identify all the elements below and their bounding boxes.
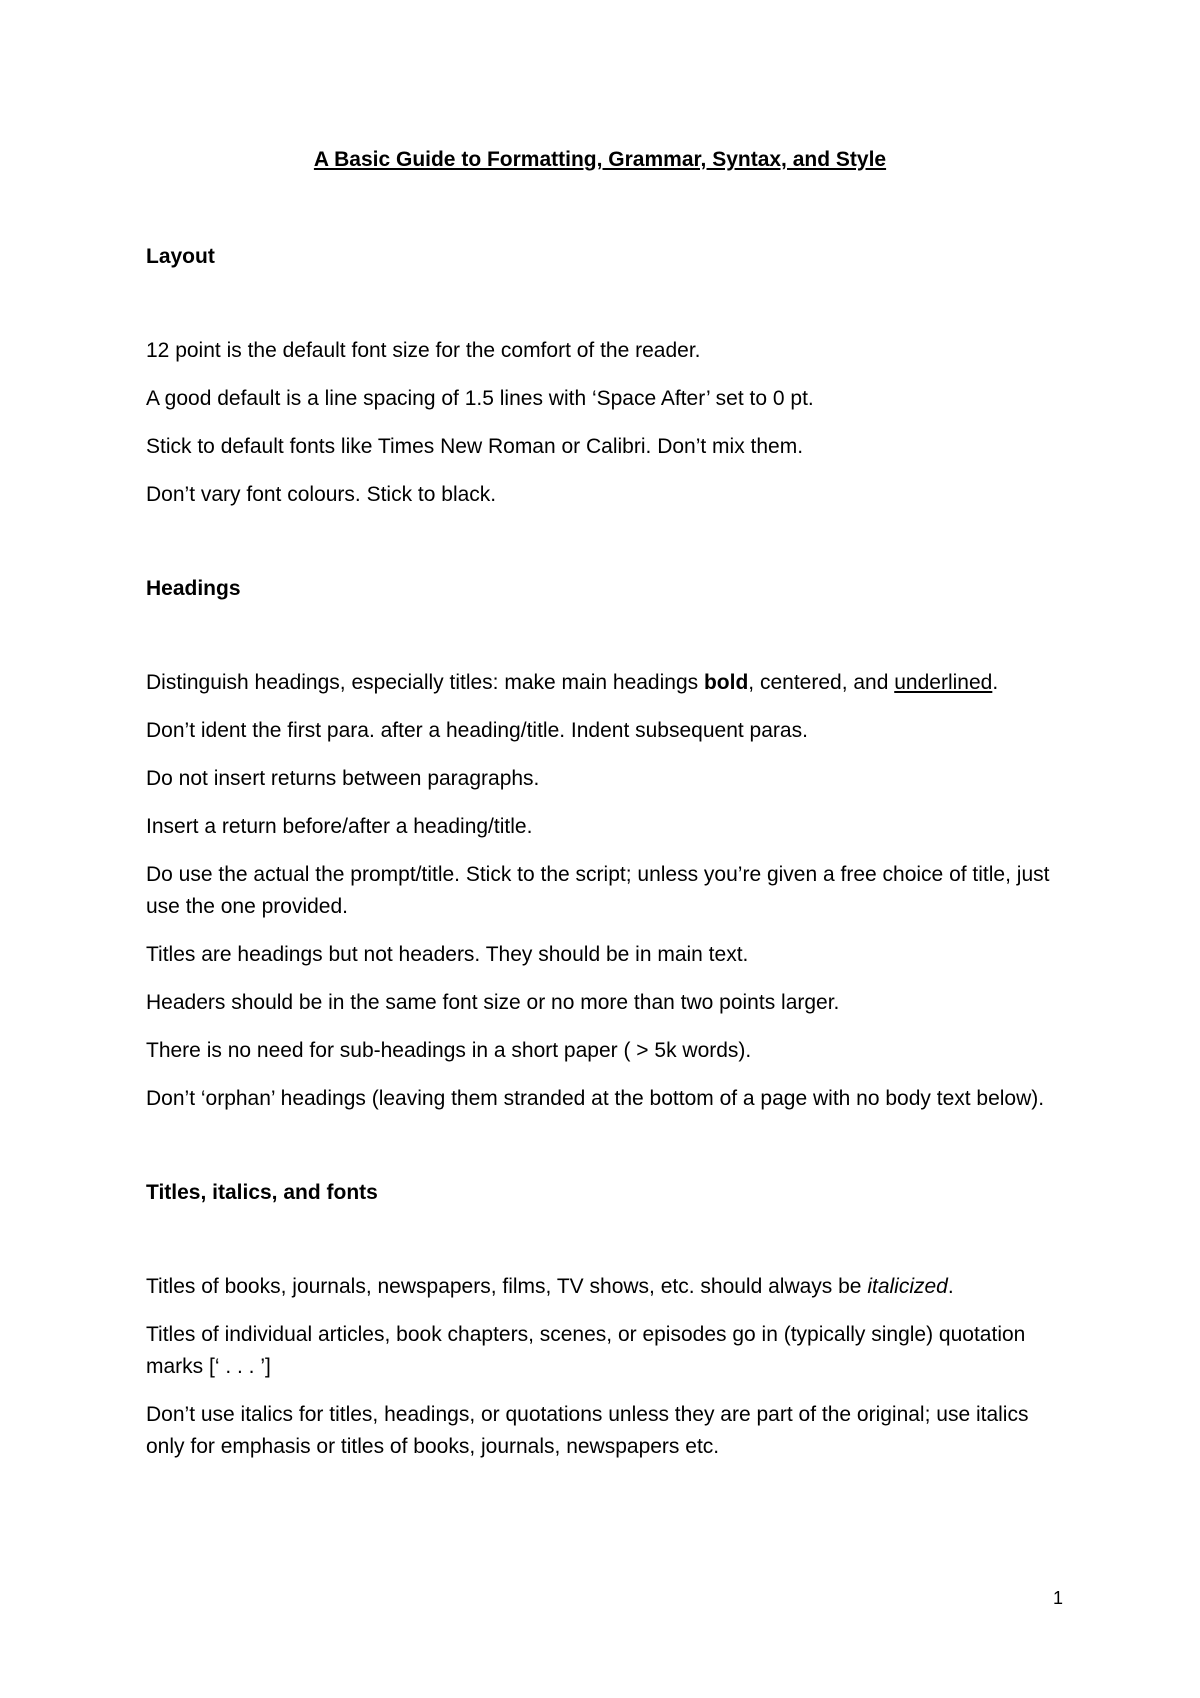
document-title: A Basic Guide to Formatting, Grammar, Syntax, and Style	[313, 148, 887, 171]
paragraph	[146, 1271, 1066, 1303]
paragraph: Don’t ident the first para. after a heading/title. Indent subsequent paras.	[146, 719, 808, 742]
underlined-text: underlined	[894, 671, 993, 694]
paragraph: 12 point is the default font size for the comfort of the reader.	[146, 339, 701, 362]
paragraph: Don’t ‘orphan’ headings (leaving them stranded at the bottom of a page with no body text below).	[146, 1087, 1045, 1110]
paragraph: Do not insert returns between paragraphs.	[146, 767, 540, 790]
paragraph: Do use the actual the prompt/title. Stick to the script; unless you’re given a free choice of title, just use the one provided.	[146, 863, 1050, 918]
paragraph: Stick to default fonts like Times New Roman or Calibri. Don’t mix them.	[146, 435, 804, 458]
section-layout	[146, 241, 1066, 511]
bold-text: bold	[703, 671, 749, 694]
text-run: .	[992, 671, 999, 694]
section-heading-titles: Titles, italics, and fonts	[146, 1181, 378, 1204]
page-number: 1	[1052, 1588, 1063, 1608]
paragraph: Titles are headings but not headers. They should be in main text.	[146, 943, 749, 966]
section-heading-layout: Layout	[146, 245, 215, 268]
paragraph: A good default is a line spacing of 1.5 lines with ‘Space After’ set to 0 pt.	[146, 387, 814, 410]
paragraph: Insert a return before/after a heading/title.	[146, 815, 533, 838]
paragraph: Headers should be in the same font size or no more than two points larger.	[146, 991, 840, 1014]
paragraph: Titles of individual articles, book chapters, scenes, or episodes go in (typically single) quotation marks [‘ . . . ’]	[146, 1323, 1026, 1378]
section-items-headings	[146, 667, 1066, 1115]
text-run: Titles of books, journals, newspapers, films, TV shows, etc. should always be	[146, 1275, 868, 1298]
section-headings	[146, 573, 1066, 1115]
section-heading-headings: Headings	[146, 577, 241, 600]
section-items-titles	[146, 1271, 1066, 1463]
section-titles	[146, 1177, 1066, 1463]
text-run: Distinguish headings, especially titles: make main headings	[146, 671, 704, 694]
paragraph	[146, 667, 1066, 699]
document-body	[146, 241, 1066, 1525]
paragraph: Don’t vary font colours. Stick to black.	[146, 483, 497, 506]
section-items-layout	[146, 335, 1066, 511]
italic-text: italicized	[867, 1275, 948, 1298]
text-run: .	[947, 1275, 954, 1298]
paragraph: Don’t use italics for titles, headings, or quotations unless they are part of the original; use italics only for emphasis or titles of books, journals, newspapers etc.	[146, 1403, 1029, 1458]
paragraph: There is no need for sub-headings in a short paper ( > 5k words).	[146, 1039, 752, 1062]
text-run: , centered, and	[748, 671, 895, 694]
